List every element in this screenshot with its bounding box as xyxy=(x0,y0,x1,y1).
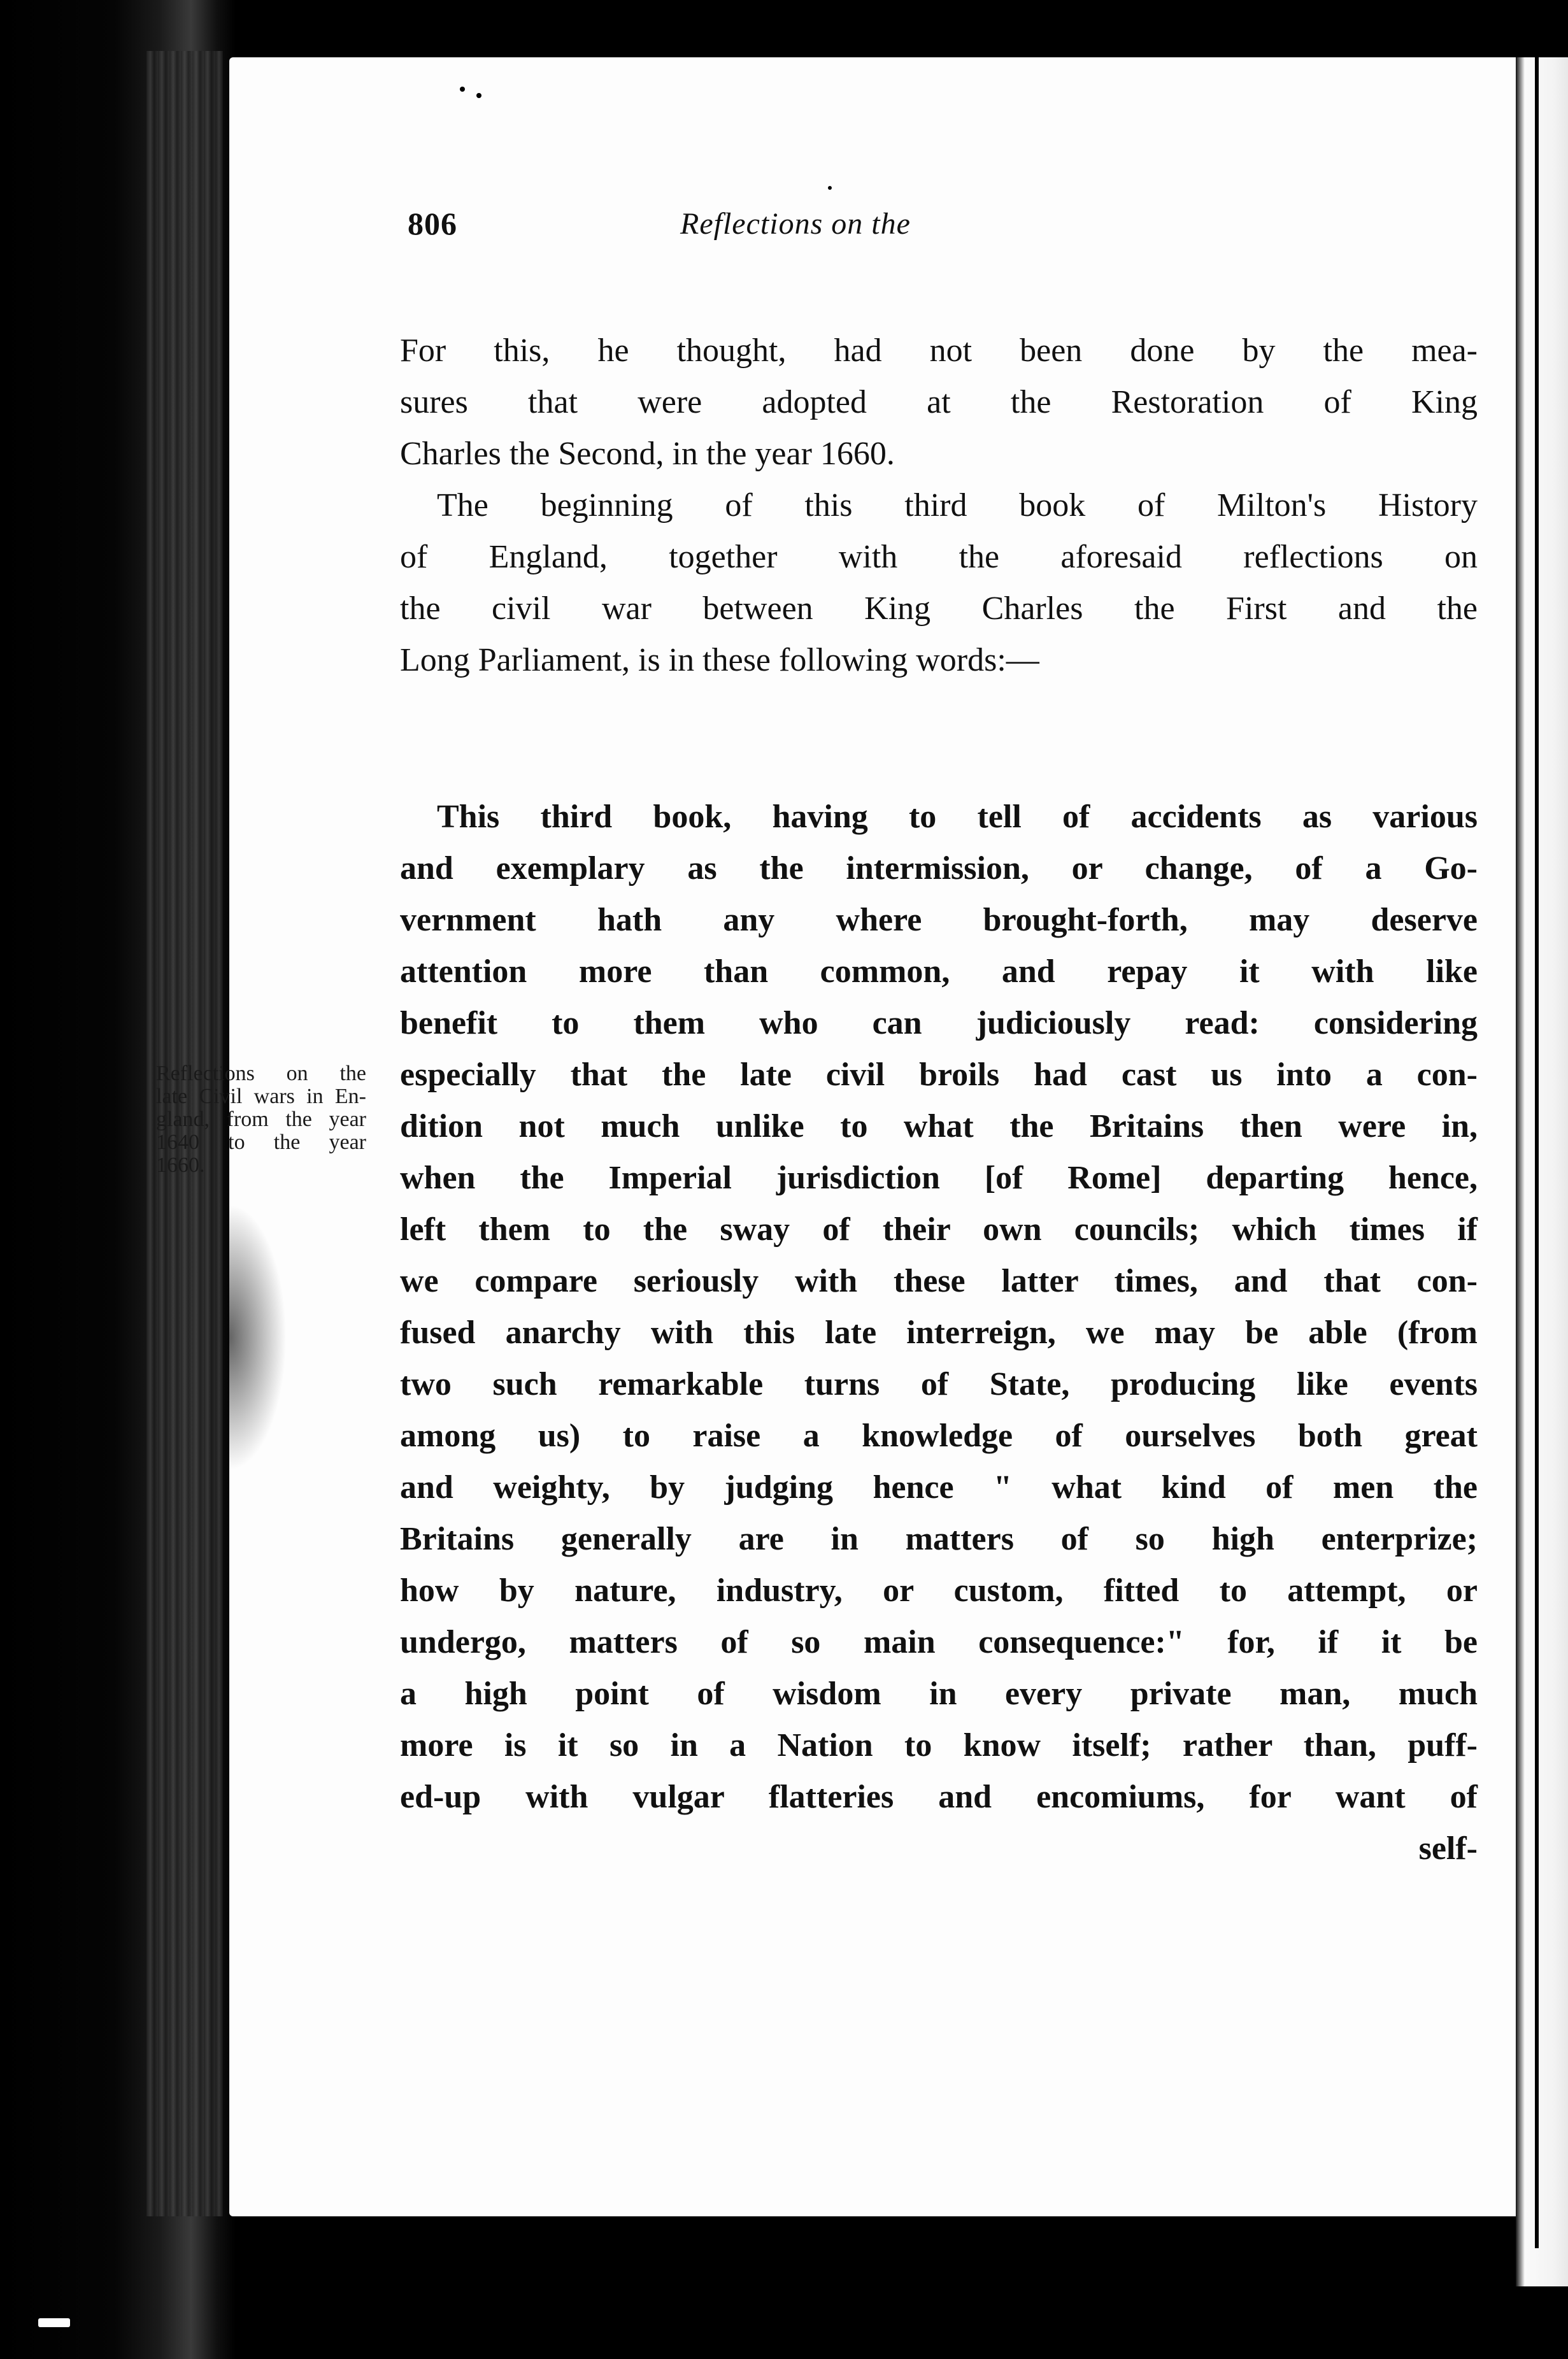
margin-note-line: late Civil wars in En- xyxy=(156,1085,366,1108)
margin-note-line: 1660. xyxy=(156,1153,205,1177)
margin-note-line: Reflections on the xyxy=(156,1062,366,1085)
speck xyxy=(460,87,465,92)
text-line: undergo, matters of so main consequence:" for, if it be xyxy=(400,1624,1478,1660)
page-gutter-line xyxy=(1535,57,1539,2248)
text-line: For this, he thought, had not been done by the mea- xyxy=(400,332,1478,369)
text-line: sures that were adopted at the Restoration of King xyxy=(400,384,1478,420)
text-line: especially that the late civil broils had cast us into a con- xyxy=(400,1057,1478,1093)
text-line: and weighty, by judging hence " what kind of men the xyxy=(400,1469,1478,1506)
paragraph-2-quotation xyxy=(400,791,1478,1874)
page-header xyxy=(408,205,1554,250)
page-smudge xyxy=(229,1204,287,1471)
scan-mark xyxy=(38,2318,70,2327)
page-number: 806 xyxy=(408,206,457,241)
text-line: the civil war between King Charles the First and the xyxy=(400,590,1478,627)
text-line: when the Imperial jurisdiction [of Rome] departing hence, xyxy=(400,1160,1478,1196)
text-line: Britains generally are in matters of so high enterprize; xyxy=(400,1521,1478,1557)
speck xyxy=(476,93,481,98)
text-line: left them to the sway of their own councils; which times if xyxy=(400,1211,1478,1248)
text-line: among us) to raise a knowledge of ourselves both great xyxy=(400,1418,1478,1454)
speck xyxy=(828,186,832,190)
margin-note-line: gland, from the year xyxy=(156,1108,366,1131)
text-line: attention more than common, and repay it with like xyxy=(400,953,1478,990)
margin-note-line: 1640 to the year xyxy=(156,1130,366,1154)
facing-page-edge xyxy=(1516,57,1568,2286)
catchword: self- xyxy=(1418,1830,1478,1867)
text-line: fused anarchy with this late interreign, we may be able (from xyxy=(400,1315,1478,1351)
text-line: benefit to them who can judiciously read: considering xyxy=(400,1005,1478,1041)
text-line: Charles the Second, in the year 1660. xyxy=(400,436,895,472)
text-line: how by nature, industry, or custom, fitted to attempt, or xyxy=(400,1572,1478,1609)
text-line: Long Parliament, is in these following words:— xyxy=(400,642,1039,678)
margin-note xyxy=(156,1062,366,1177)
text-line: The beginning of this third book of Milton's History xyxy=(437,487,1478,524)
text-line: and exemplary as the intermission, or change, of a Go- xyxy=(400,850,1478,887)
text-line: more is it so in a Nation to know itself; rather than, puff- xyxy=(400,1727,1478,1764)
text-line: a high point of wisdom in every private man, much xyxy=(400,1676,1478,1712)
text-line: dition not much unlike to what the Britains then were in, xyxy=(400,1108,1478,1144)
text-line: vernment hath any where brought-forth, may deserve xyxy=(400,902,1478,938)
running-head: Reflections on the xyxy=(680,207,911,241)
text-line: ed-up with vulgar flatteries and encomiums, for want of xyxy=(400,1779,1478,1815)
paragraph-1 xyxy=(400,325,1478,686)
text-line: we compare seriously with these latter times, and that con- xyxy=(400,1263,1478,1299)
text-line: two such remarkable turns of State, producing like events xyxy=(400,1366,1478,1402)
text-line: This third book, having to tell of accidents as various xyxy=(437,799,1478,835)
text-line: of England, together with the aforesaid reflections on xyxy=(400,539,1478,575)
